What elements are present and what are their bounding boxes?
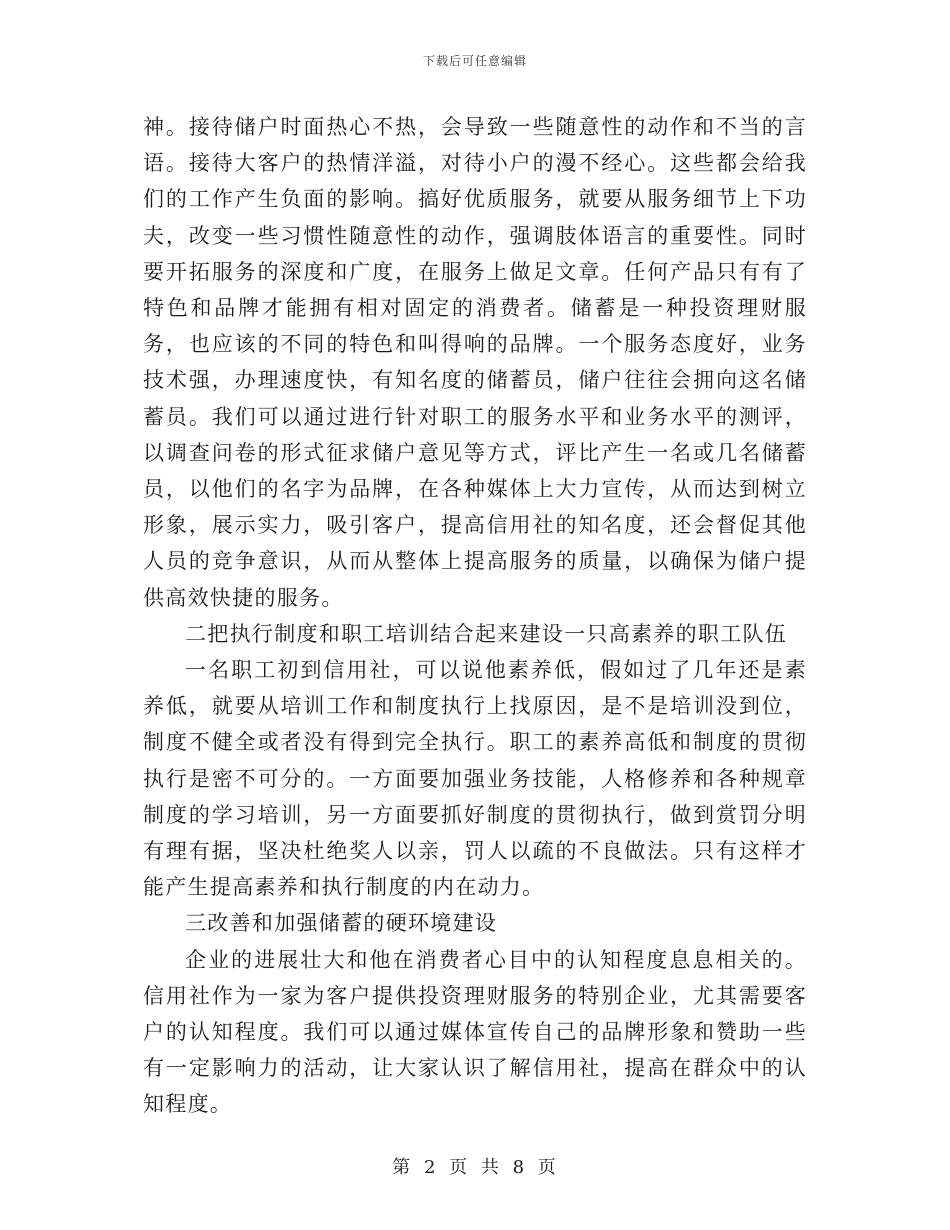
paragraph-3: 企业的进展壮大和他在消费者心目中的认知程度息息相关的。信用社作为一家为客户提供投资理财服务的特别企业，尤其需要客户的认知程度。我们可以通过媒体宣传自己的品牌形象和赞助一些有一定影响力的活动，让大家认识了解信用社，提高在群众中的认知程度。: [143, 947, 807, 1117]
section-heading-3: 三改善和加强储蓄的硬环境建设: [185, 911, 498, 936]
paragraph-1: 神。接待储户时面热心不热，会导致一些随意性的动作和不当的言语。接待大客户的热情洋溢，对待小户的漫不经心。这些都会给我们的工作产生负面的影响。搞好优质服务，就要从服务细节上下功夫，改变一些习惯性随意性的动作，强调肢体语言的重要性。同时要开拓服务的深度和广度，在服务上做足文章。任何产品只有有了特色和品牌才能拥有相对固定的消费者。储蓄是一种投资理财服务，也应该的不同的特色和叫得响的品牌。一个服务态度好，业务技术强，办理速度快，有知名度的储蓄员，储户往往会拥向这名储蓄员。我们可以通过进行针对职工的服务水平和业务水平的测评，以调查问卷的形式征求储户意见等方式，评比产生一名或几名储蓄员，以他们的名字为品牌，在各种媒体上大力宣传，从而达到树立形象，展示实力，吸引客户，提高信用社的知名度，还会督促其他人员的竞争意识，从而从整体上提高服务的质量，以确保为储户提供高效快捷的服务。: [143, 115, 807, 610]
footer-suffix: 页: [537, 1157, 558, 1178]
document-body: [143, 109, 807, 1123]
footer-current-page: 2: [423, 1157, 438, 1178]
section-heading-2: 二把执行制度和职工培训结合起来建设一只高素养的职工队伍: [185, 621, 788, 646]
header-note: 下载后可任意编辑: [422, 54, 527, 68]
footer-page-word: 页: [449, 1157, 470, 1178]
footer-total-word: 共: [480, 1157, 501, 1178]
page-number-footer: [0, 1153, 950, 1179]
paragraph-2: 一名职工初到信用社，可以说他素养低，假如过了几年还是素养低，就要从培训工作和制度执行上找原因，是不是培训没到位，制度不健全或者没有得到完全执行。职工的素养高低和制度的贯彻执行是密不可分的。一方面要加强业务技能，人格修养和各种规章制度的学习培训，另一方面要抓好制度的贯彻执行，做到赏罚分明有理有据，坚决杜绝奖人以亲，罚人以疏的不良做法。只有这样才能产生提高素养和执行制度的内在动力。: [143, 658, 807, 900]
footer-prefix: 第: [392, 1157, 413, 1178]
footer-total-pages: 8: [512, 1157, 527, 1178]
